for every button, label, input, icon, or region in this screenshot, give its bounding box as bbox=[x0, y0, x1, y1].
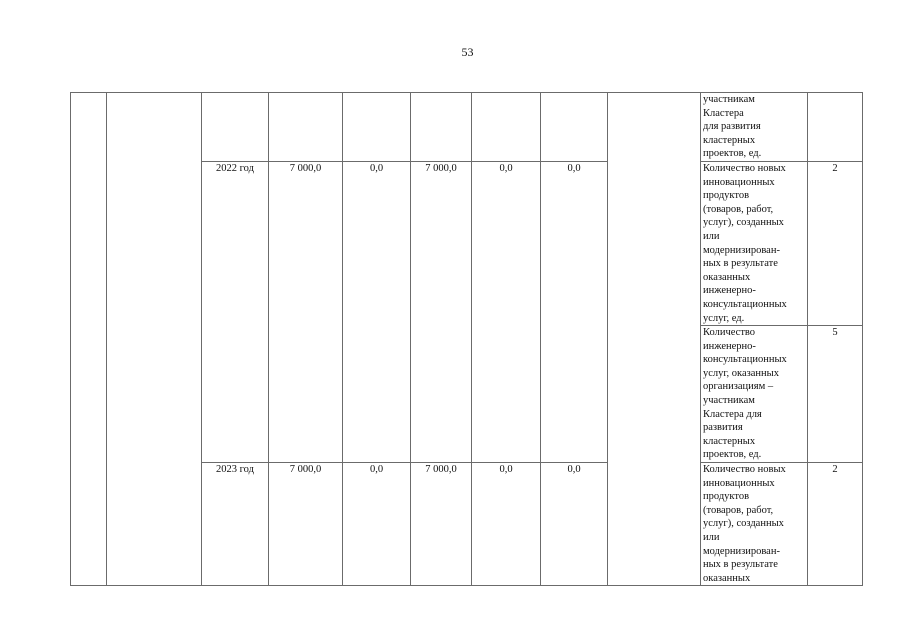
federal-cell bbox=[343, 93, 411, 162]
indicator-name-cell bbox=[701, 463, 808, 586]
local-cell bbox=[472, 93, 541, 162]
total-cell bbox=[269, 93, 343, 162]
indicator-value-cell: 5 bbox=[808, 326, 863, 463]
indicator-name-cell bbox=[701, 326, 808, 463]
local-cell: 0,0 bbox=[472, 161, 541, 462]
indicator-text: Количество инженерно- консультационных услуг, оказанных организациям – участникам Кластера для развития кластерных проектов, ед. bbox=[703, 327, 787, 461]
federal-cell: 0,0 bbox=[343, 463, 411, 586]
indicator-value-cell bbox=[808, 93, 863, 162]
indicator-text: Количество новых инновационных продуктов (товаров, работ, услуг), созданных или модернизирован- ных в результате оказанных инженерно- консультационных услуг, ед. bbox=[703, 162, 787, 324]
local-cell: 0,0 bbox=[472, 463, 541, 586]
total-cell: 7 000,0 bbox=[269, 161, 343, 462]
indicator-value-cell: 2 bbox=[808, 161, 863, 325]
indicator-text: участникам Кластера для развития кластерных проектов, ед. bbox=[703, 94, 762, 160]
number-cell bbox=[71, 93, 107, 586]
measure-name-cell bbox=[107, 93, 202, 586]
extra-budget-cell bbox=[541, 93, 608, 162]
regional-cell bbox=[411, 93, 472, 162]
year-cell bbox=[202, 93, 269, 162]
extra-budget-cell: 0,0 bbox=[541, 463, 608, 586]
indicator-text: Количество новых инновационных продуктов (товаров, работ, услуг), созданных или модернизирован- ных в результате оказанных bbox=[703, 464, 786, 584]
extra-budget-cell: 0,0 bbox=[541, 161, 608, 462]
federal-cell: 0,0 bbox=[343, 161, 411, 462]
program-table bbox=[70, 92, 863, 586]
indicator-value-cell: 2 bbox=[808, 463, 863, 586]
executor-cell bbox=[608, 93, 701, 586]
year-cell: 2023 год bbox=[202, 463, 269, 586]
regional-cell: 7 000,0 bbox=[411, 161, 472, 462]
regional-cell: 7 000,0 bbox=[411, 463, 472, 586]
indicator-name-cell bbox=[701, 93, 808, 162]
total-cell: 7 000,0 bbox=[269, 463, 343, 586]
indicator-name-cell bbox=[701, 161, 808, 325]
table-row bbox=[71, 93, 863, 162]
year-cell: 2022 год bbox=[202, 161, 269, 462]
page-number: 53 bbox=[461, 45, 474, 59]
